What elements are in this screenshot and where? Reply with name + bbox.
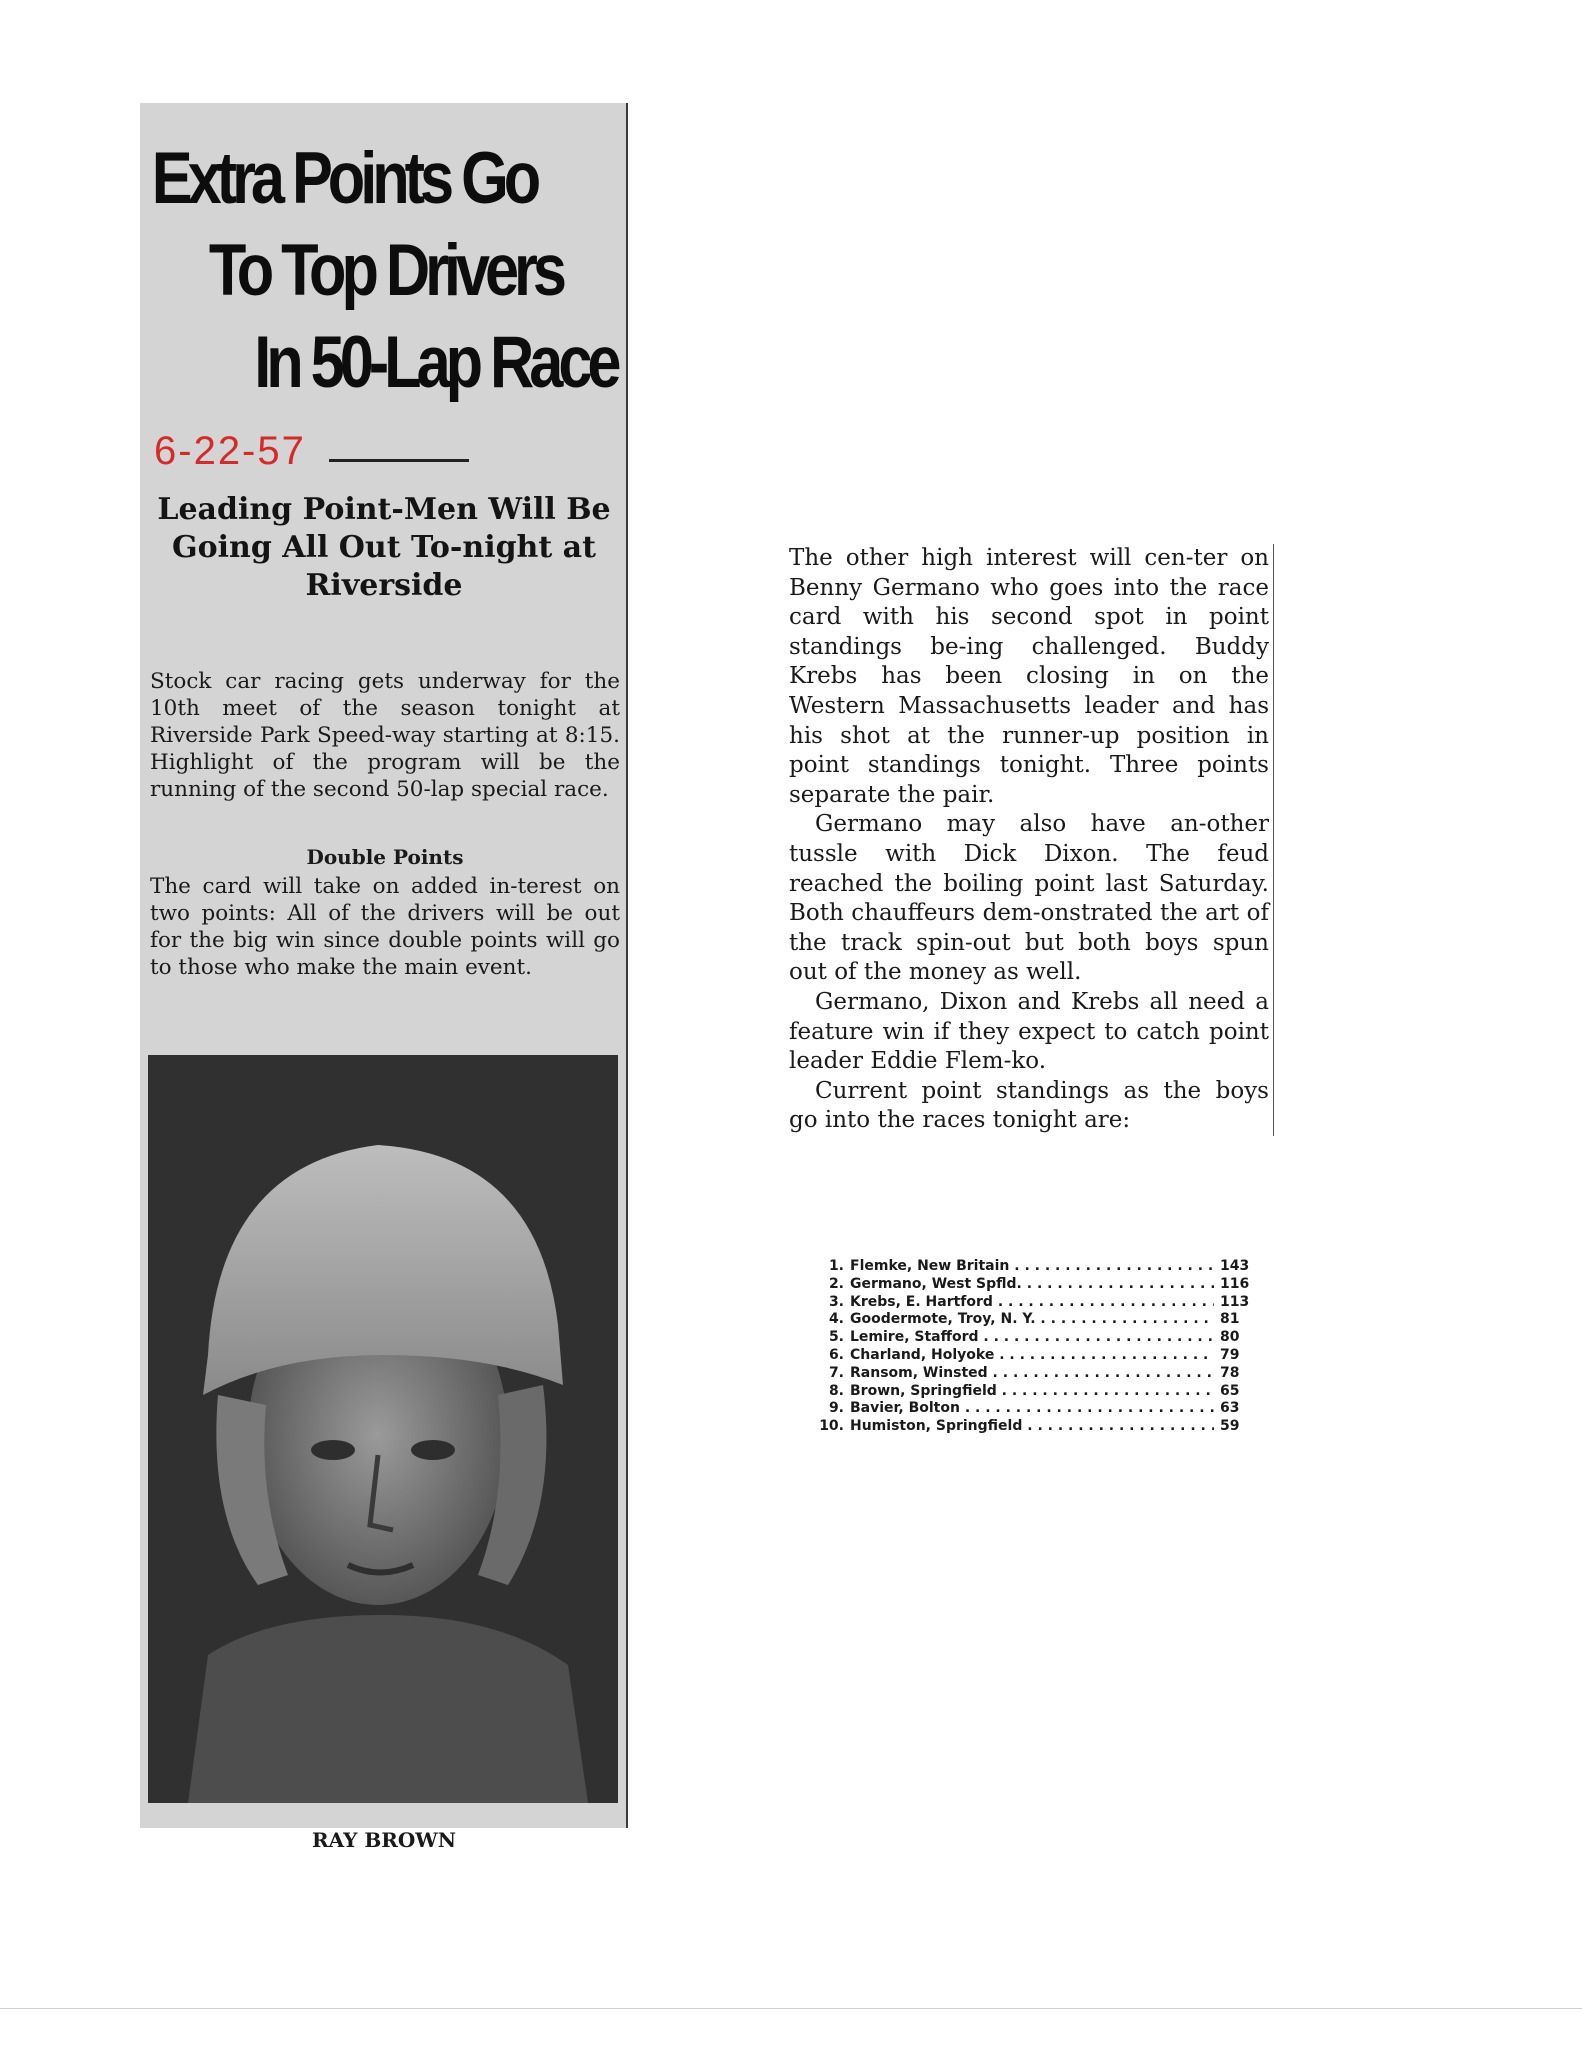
- headline-line-3: In 50-Lap Race: [254, 322, 617, 403]
- standings-row: [800, 1365, 1260, 1383]
- points: 81: [1220, 1311, 1240, 1328]
- column-paragraph-4: Current point standings as the boys go into the races tonight are:: [789, 1077, 1269, 1134]
- article-clipping-left: [140, 103, 628, 1855]
- driver-name: Ransom, Winsted . . .: [850, 1365, 1214, 1383]
- crosshead: Double Points: [306, 845, 464, 869]
- rank: 8.: [828, 1382, 844, 1399]
- driver-name: Krebs, E. Hartford . . .: [850, 1294, 1214, 1312]
- driver-name: Goodermote, Troy, N. Y. . . .: [850, 1311, 1214, 1329]
- subheadline: Leading Point-Men Will Be Going All Out To-night at Riverside: [157, 492, 611, 603]
- point-standings-table: [800, 1258, 1260, 1436]
- headline-line-1: Extra Points Go: [151, 138, 537, 219]
- headline: [140, 103, 617, 409]
- driver-name: Lemire, Stafford . . .: [850, 1329, 1214, 1347]
- column-paragraph-1: The other high interest will cen-ter on Benny Germano who goes into the race card with his second spot in point standings be-ing challenged. Buddy Krebs has been closing in on the Western Massachusetts leader and has his shot at the runner-up position in point standings tonight. Three points separate the pair.: [789, 545, 1269, 808]
- points: 116: [1220, 1275, 1250, 1292]
- driver-photo: [148, 1055, 618, 1803]
- headline-line-2: To Top Drivers: [208, 230, 562, 311]
- standings-row: [800, 1276, 1260, 1294]
- column-paragraph-3: Germano, Dixon and Krebs all need a feature win if they expect to catch point leader Eddie Flem-ko.: [789, 988, 1269, 1075]
- rank: 10.: [819, 1418, 844, 1435]
- rank: 9.: [828, 1400, 844, 1417]
- points: 59: [1220, 1418, 1240, 1435]
- standings-row: [800, 1258, 1260, 1276]
- dateline: [154, 429, 614, 477]
- rank: 3.: [828, 1293, 844, 1310]
- points: 78: [1220, 1364, 1240, 1381]
- standings-row: [800, 1383, 1260, 1401]
- driver-name: Germano, West Spfld. . . .: [850, 1276, 1214, 1294]
- rank: 6.: [828, 1346, 844, 1363]
- standings-row: [800, 1418, 1260, 1436]
- article-paragraph-1: Stock car racing gets underway for the 10th meet of the season tonight at Riverside Park Speed-way starting at 8:15. Highlight of the program will be the running of the second 50-lap special race.: [150, 669, 620, 802]
- divider-rule: [329, 459, 469, 462]
- driver-name: Flemke, New Britain . . .: [850, 1258, 1214, 1276]
- rank: 5.: [828, 1329, 844, 1346]
- standings-row: [800, 1311, 1260, 1329]
- rank: 4.: [828, 1311, 844, 1328]
- driver-name: Charland, Holyoke . . .: [850, 1347, 1214, 1365]
- article-paragraph-2: The card will take on added in-terest on two points: All of the drivers will be out for the big win since double points will go to those who make the main event.: [150, 874, 620, 980]
- standings-row: [800, 1329, 1260, 1347]
- points: 79: [1220, 1346, 1240, 1363]
- driver-name: Brown, Springfield . . .: [850, 1383, 1214, 1401]
- driver-name: Bavier, Bolton . . .: [850, 1400, 1214, 1418]
- points: 113: [1220, 1293, 1250, 1310]
- points: 65: [1220, 1382, 1240, 1399]
- points: 80: [1220, 1329, 1240, 1346]
- scan-edge-line: [0, 2008, 1582, 2009]
- standings-row: [800, 1347, 1260, 1365]
- points: 63: [1220, 1400, 1240, 1417]
- photo-caption: RAY BROWN: [140, 1828, 628, 1855]
- article-column-right: [789, 544, 1274, 1136]
- rank: 1.: [828, 1258, 844, 1274]
- rank: 7.: [828, 1364, 844, 1381]
- points: 143: [1220, 1258, 1250, 1274]
- standings-row: [800, 1400, 1260, 1418]
- handwritten-date: 6-22-57: [154, 429, 306, 473]
- column-paragraph-2: Germano may also have an-other tussle with Dick Dixon. The feud reached the boiling point last Saturday. Both chauffeurs dem-onstrated the art of the track spin-out but both boys spun out of the money as well.: [789, 811, 1269, 986]
- standings-row: [800, 1294, 1260, 1312]
- driver-portrait-image: [148, 1055, 618, 1803]
- rank: 2.: [828, 1275, 844, 1292]
- driver-name: Humiston, Springfield . . .: [850, 1418, 1214, 1436]
